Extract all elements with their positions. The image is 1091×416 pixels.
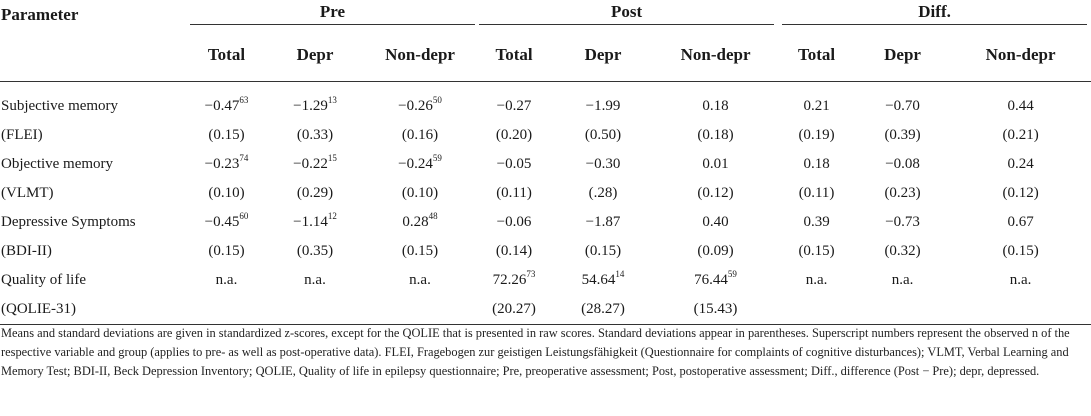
- cell-n-superscript: 13: [327, 94, 337, 105]
- group-label-post: Post: [479, 4, 774, 25]
- table-cell: [778, 266, 855, 295]
- table-cell: [265, 150, 365, 179]
- table-cell: [950, 208, 1091, 237]
- row-label: Depressive Symptoms: [1, 213, 136, 230]
- row-label: (QOLIE-31): [1, 300, 76, 317]
- table-cell: [475, 295, 553, 325]
- group-label-pre: Pre: [190, 4, 475, 25]
- table-cell: [475, 121, 553, 150]
- table-cell: [653, 208, 778, 237]
- cell-value: (0.09): [697, 242, 734, 259]
- cell-n-superscript: 14: [615, 268, 625, 279]
- cell-value: 0.44: [1007, 97, 1034, 114]
- subcolumn-header: Depr: [296, 45, 334, 64]
- cell-value: (0.10): [401, 184, 439, 201]
- cell-n-superscript: 59: [432, 152, 442, 163]
- cell-value: (0.35): [296, 242, 334, 259]
- table-cell: [475, 266, 553, 295]
- table-cell: [950, 237, 1091, 266]
- table-cell: [553, 237, 653, 266]
- cell-n-superscript: 48: [428, 210, 438, 221]
- cell-value: 76.44: [694, 271, 728, 288]
- table-cell: [778, 121, 855, 150]
- table-row: [0, 237, 1091, 266]
- subcolumn-header: Total: [495, 45, 533, 64]
- table-cell: [188, 179, 265, 208]
- table-cell: [553, 92, 653, 121]
- subcolumn-header: Non-depr: [680, 45, 751, 64]
- table-cell: [653, 179, 778, 208]
- cell-value: −0.06: [496, 213, 532, 230]
- cell-value: −0.22: [293, 155, 328, 172]
- cell-n-superscript: 74: [239, 152, 249, 163]
- table-cell: [855, 208, 950, 237]
- table-body: [0, 82, 1091, 325]
- table-cell: [950, 295, 1091, 325]
- cell-value: (0.15): [208, 242, 245, 259]
- table-footnote: Means and standard deviations are given in standardized z-scores, except for the QOLIE that is presented in raw scores. Standard deviations appear in parentheses. Superscript numbers represent the observed n of the respective variable and group (applies to pre- as well as post-operative data). FLEI, Fragebogen zur geistigen Leistungsfähigkeit (Questionnaire for complaints of cognitive disturbances); VLMT, Verbal Learning and Memory Test; BDI-II, Beck Depression Inventory; QOLIE, Quality of life in epilepsy questionnaire; Pre, preoperative assessment; Post, postoperative assessment; Diff., difference (Post − Pre); depr, depressed.: [1, 326, 1070, 378]
- table-cell: [855, 237, 950, 266]
- table-cell: [950, 121, 1091, 150]
- table-cell: [950, 179, 1091, 208]
- cell-value: −1.99: [585, 97, 621, 114]
- row-label: (FLEI): [1, 126, 43, 143]
- parameter-header: Parameter: [1, 4, 79, 24]
- table-cell: [475, 92, 553, 121]
- table-cell: [653, 92, 778, 121]
- table-cell: [475, 237, 553, 266]
- cell-value: (0.12): [1002, 184, 1039, 201]
- row-label: Objective memory: [1, 155, 114, 172]
- cell-value: −0.24: [398, 155, 433, 172]
- table-cell: [553, 266, 653, 295]
- group-header-pre: [188, 0, 475, 28]
- table-cell: [653, 295, 778, 325]
- cell-value: (0.29): [296, 184, 334, 201]
- cell-n-superscript: 73: [526, 268, 536, 279]
- cell-n-superscript: 12: [327, 210, 337, 221]
- table-cell: [265, 121, 365, 150]
- table-cell: [553, 150, 653, 179]
- cell-value: n.a.: [805, 271, 828, 288]
- cell-value: (0.20): [495, 126, 533, 143]
- table-cell: [653, 266, 778, 295]
- table-row: [0, 92, 1091, 121]
- table-row: [0, 295, 1091, 325]
- cell-n-superscript: 50: [432, 94, 442, 105]
- table-cell: [365, 295, 475, 325]
- cell-value: 0.28: [402, 213, 429, 230]
- cell-value: (15.43): [693, 300, 738, 317]
- cell-value: −0.27: [496, 97, 532, 114]
- subcolumn-header: Non-depr: [385, 45, 455, 64]
- table-row: [0, 150, 1091, 179]
- table-cell: [855, 295, 950, 325]
- table-cell: [950, 266, 1091, 295]
- cell-value: −0.47: [204, 97, 240, 114]
- cell-value: −0.05: [496, 155, 532, 172]
- table-cell: [265, 208, 365, 237]
- table-cell: [188, 121, 265, 150]
- cell-value: (0.15): [1002, 242, 1039, 259]
- subcolumn-header: Total: [207, 45, 246, 64]
- cell-value: −0.45: [204, 213, 240, 230]
- row-label: Quality of life: [1, 271, 86, 288]
- table-cell: [365, 266, 475, 295]
- subcolumn-header-row: [0, 28, 1091, 82]
- table-cell: [855, 92, 950, 121]
- cell-value: −0.26: [398, 97, 433, 114]
- table-row: [0, 121, 1091, 150]
- subcolumn-header: Total: [797, 45, 836, 64]
- cell-value: (0.16): [401, 126, 439, 143]
- cell-value: (0.11): [496, 184, 532, 201]
- row-label: Subjective memory: [1, 97, 119, 114]
- subcolumn-header: Depr: [584, 45, 622, 64]
- cell-value: (0.18): [697, 126, 734, 143]
- cell-n-superscript: 63: [239, 94, 249, 105]
- table-cell: [188, 295, 265, 325]
- table-cell: [265, 92, 365, 121]
- table-cell: [365, 150, 475, 179]
- cell-value: −0.23: [204, 155, 240, 172]
- table-cell: [365, 179, 475, 208]
- group-header-row: [0, 0, 1091, 28]
- table-cell: [188, 208, 265, 237]
- table-row: [0, 179, 1091, 208]
- table-cell: [778, 237, 855, 266]
- cell-value: 0.67: [1007, 213, 1034, 230]
- spacer-row: [0, 82, 1091, 92]
- table-cell: [553, 208, 653, 237]
- cell-value: n.a.: [1009, 271, 1032, 288]
- cell-n-superscript: 60: [239, 210, 249, 221]
- table-cell: [475, 179, 553, 208]
- table-cell: [855, 150, 950, 179]
- table-cell: [553, 295, 653, 325]
- cell-value: (0.11): [798, 184, 835, 201]
- cell-value: −0.08: [885, 155, 920, 172]
- table-cell: [188, 150, 265, 179]
- cell-value: 54.64: [581, 271, 616, 288]
- row-label: (BDI-II): [1, 242, 52, 259]
- table-cell: [265, 237, 365, 266]
- cell-value: n.a.: [215, 271, 238, 288]
- cell-value: (0.14): [495, 242, 533, 259]
- table-cell: [855, 179, 950, 208]
- cell-n-superscript: 15: [327, 152, 337, 163]
- table-cell: [188, 266, 265, 295]
- cell-value: 0.18: [803, 155, 830, 172]
- table-cell: [265, 179, 365, 208]
- table-cell: [778, 92, 855, 121]
- table-row: [0, 208, 1091, 237]
- table-cell: [475, 208, 553, 237]
- cell-value: (0.32): [884, 242, 921, 259]
- cell-value: 0.39: [803, 213, 830, 230]
- row-label: (VLMT): [1, 184, 54, 201]
- subcolumn-header-blank: [0, 28, 188, 82]
- cell-value: 0.24: [1007, 155, 1034, 172]
- table-cell: [778, 179, 855, 208]
- table-cell: [950, 150, 1091, 179]
- subcolumn-header: Depr: [884, 45, 921, 64]
- cell-value: 0.40: [702, 213, 729, 230]
- cell-value: −0.73: [885, 213, 920, 230]
- cell-value: −1.29: [293, 97, 328, 114]
- table-cell: [855, 121, 950, 150]
- table-cell: [653, 237, 778, 266]
- cell-value: (0.15): [208, 126, 245, 143]
- cell-value: (28.27): [581, 300, 625, 317]
- cell-value: (0.10): [208, 184, 245, 201]
- cell-value: n.a.: [409, 271, 431, 288]
- cell-value: (0.15): [798, 242, 835, 259]
- cell-value: −0.30: [585, 155, 621, 172]
- cell-value: n.a.: [304, 271, 326, 288]
- table-cell: [950, 92, 1091, 121]
- table-cell: [475, 150, 553, 179]
- subcolumn-header: Non-depr: [985, 45, 1056, 64]
- cell-value: (.28): [588, 184, 618, 201]
- cell-value: −1.14: [293, 213, 328, 230]
- table-cell: [778, 150, 855, 179]
- cell-value: 0.01: [702, 155, 729, 172]
- table-cell: [265, 295, 365, 325]
- cell-n-superscript: 59: [727, 268, 737, 279]
- table-cell: [855, 266, 950, 295]
- table-cell: [553, 121, 653, 150]
- table-cell: [778, 208, 855, 237]
- cell-value: (0.39): [884, 126, 921, 143]
- table-cell: [265, 266, 365, 295]
- cell-value: (0.21): [1002, 126, 1039, 143]
- cell-value: (0.15): [401, 242, 439, 259]
- table-cell: [653, 150, 778, 179]
- group-header-post: [475, 0, 778, 28]
- table-cell: [365, 92, 475, 121]
- table-cell: [553, 179, 653, 208]
- cell-value: n.a.: [891, 271, 914, 288]
- cell-value: −0.70: [885, 97, 920, 114]
- cell-value: (0.12): [697, 184, 734, 201]
- cell-value: (0.15): [584, 242, 622, 259]
- table-cell: [188, 92, 265, 121]
- table-cell: [188, 237, 265, 266]
- table-cell: [365, 208, 475, 237]
- table-cell: [653, 121, 778, 150]
- cell-value: 0.21: [803, 97, 830, 114]
- table-cell: [365, 237, 475, 266]
- cell-value: (0.19): [798, 126, 835, 143]
- cell-value: (0.50): [584, 126, 622, 143]
- cell-value: 72.26: [492, 271, 527, 288]
- cell-value: (0.33): [296, 126, 334, 143]
- group-header-diff: [778, 0, 1091, 28]
- group-label-diff: Diff.: [782, 4, 1087, 25]
- cell-value: −1.87: [585, 213, 621, 230]
- cell-value: 0.18: [702, 97, 729, 114]
- table-row: [0, 266, 1091, 295]
- table-cell: [365, 121, 475, 150]
- table-cell: [778, 295, 855, 325]
- cell-value: (20.27): [492, 300, 536, 317]
- cell-value: (0.23): [884, 184, 921, 201]
